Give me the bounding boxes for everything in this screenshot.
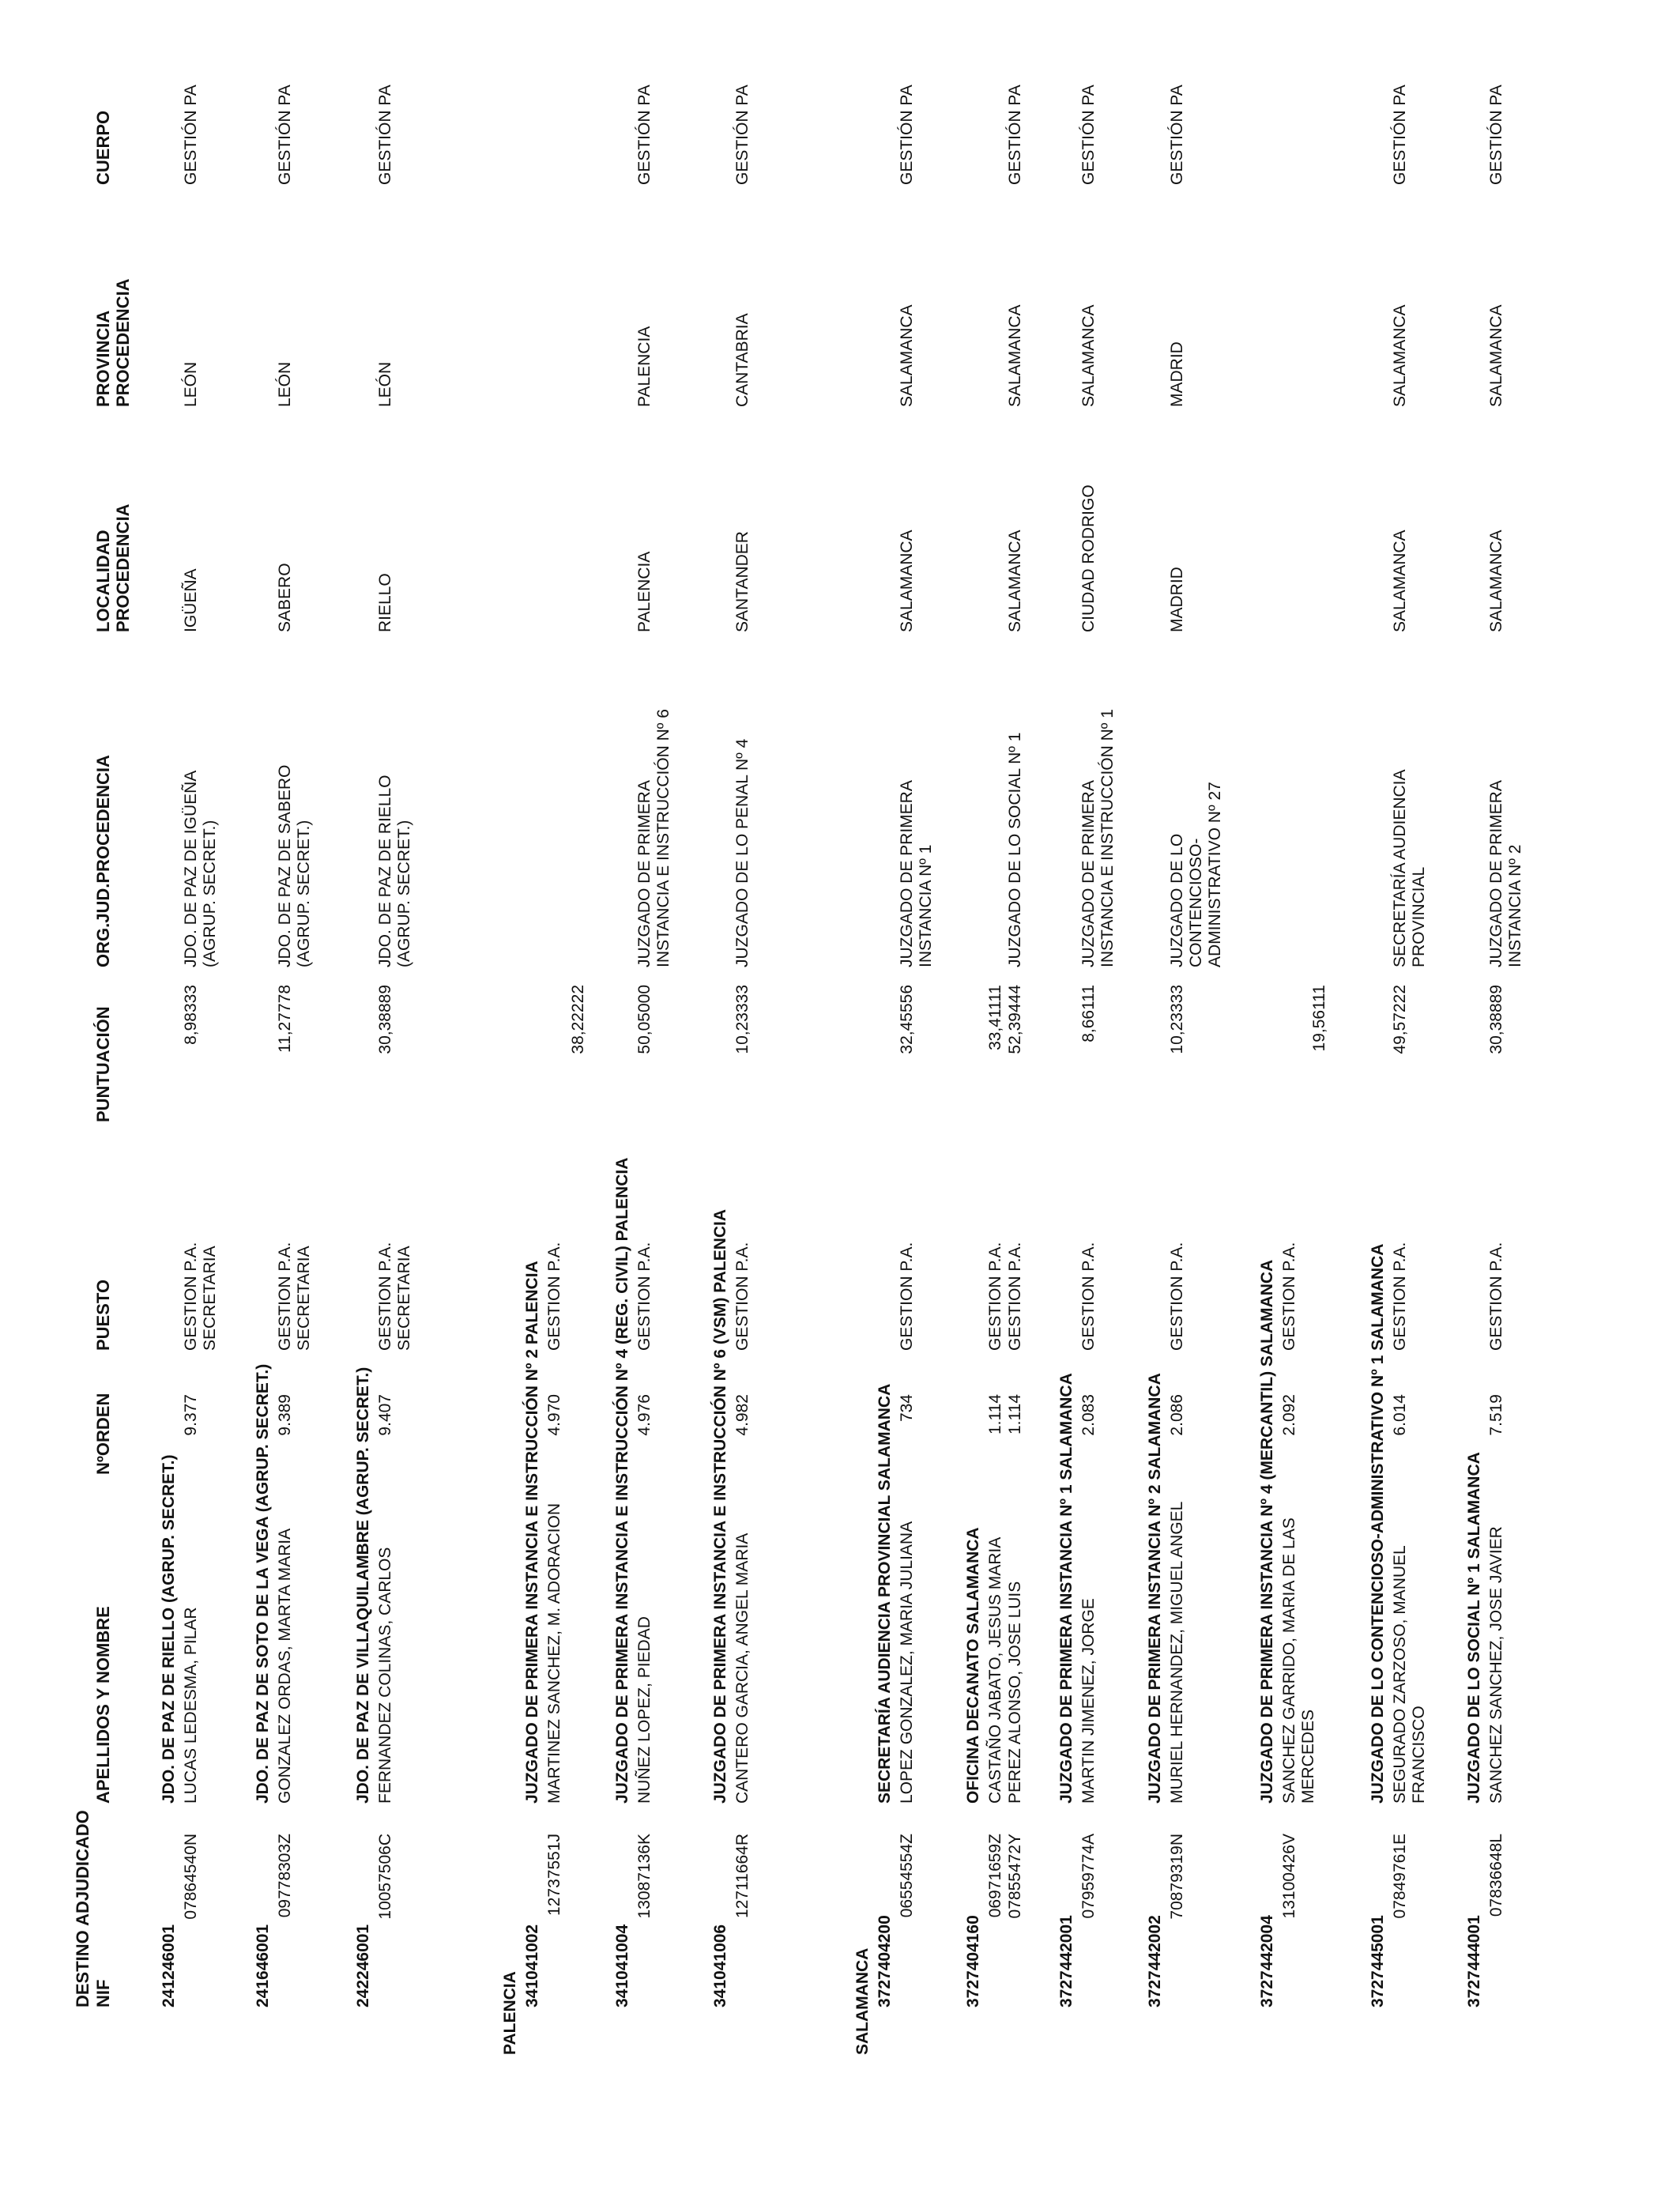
row-puesto: GESTION P.A.	[898, 1242, 916, 1351]
row-puntuacion: 30,38889	[376, 985, 394, 1054]
row-puntuacion: 32,45556	[898, 985, 916, 1054]
row-puntuacion: 11,27778	[276, 985, 294, 1054]
group-title: JDO. DE PAZ DE SOTO DE LA VEGA (AGRUP. SECRET.)	[254, 1363, 272, 1804]
province-heading-salamanca: SALAMANCA	[853, 1947, 872, 2055]
row-puesto: GESTION P.A.	[635, 1242, 654, 1351]
row-cuerpo: GESTIÓN PA	[376, 85, 394, 185]
row-organo-2: INSTANCIA E INSTRUCCIÓN Nº 1	[1098, 709, 1117, 967]
col-header-localidad-2: PROCEDENCIA	[113, 503, 133, 632]
group-title: JUZGADO DE PRIMERA INSTANCIA E INSTRUCCIÓN Nº 2 PALENCIA	[523, 1261, 541, 1804]
row-localidad: MADRID	[1168, 567, 1186, 632]
group-title: JUZGADO DE PRIMERA INSTANCIA E INSTRUCCIÓN Nº 4 (REG. CIVIL) PALENCIA	[613, 1157, 631, 1804]
row-provincia: SALAMANCA	[1006, 304, 1024, 407]
row-nif: 07864540N	[182, 1834, 200, 1920]
col-header-norden: NºORDEN	[93, 1393, 113, 1475]
group-code: 3727442001	[1057, 1915, 1075, 2007]
row-localidad: SALAMANCA	[898, 530, 916, 632]
row-norden: 9.389	[276, 1394, 294, 1436]
row-puesto: GESTION P.A.	[545, 1242, 563, 1351]
row-puesto: GESTION P.A.	[376, 1242, 394, 1351]
row-puesto: GESTION P.A.	[733, 1242, 751, 1351]
col-header-apellidos: APELLIDOS Y NOMBRE	[93, 1606, 113, 1804]
row-puntuacion: 49,57222	[1391, 985, 1409, 1054]
row-localidad: RIELLO	[376, 573, 394, 632]
col-header-puntuacion: PUNTUACIÓN	[93, 1006, 113, 1122]
row-organo-2: INSTANCIA E INSTRUCCIÓN Nº 6	[654, 709, 672, 967]
row-nif: 07855472Y	[1006, 1834, 1024, 1919]
row-provincia: LEÓN	[376, 361, 394, 407]
col-header-localidad-1: LOCALIDAD	[93, 530, 113, 632]
row-nif: 07836648L	[1487, 1834, 1505, 1917]
row-name: MARTIN JIMENEZ, JORGE	[1079, 1598, 1098, 1804]
row-organo: JUZGADO DE PRIMERA	[1079, 780, 1098, 967]
row-name-2: FRANCISCO	[1410, 1706, 1428, 1804]
row-name: PEREZ ALONSO, JOSE LUIS	[1006, 1581, 1024, 1804]
row-provincia: SALAMANCA	[898, 304, 916, 407]
col-header-organo: ORG.JUD.PROCEDENCIA	[93, 755, 113, 967]
group-title: JUZGADO DE PRIMERA INSTANCIA Nº 2 SALAMANCA	[1146, 1373, 1164, 1804]
col-header-nif: NIF	[93, 1979, 113, 2007]
row-provincia: CANTABRIA	[733, 313, 751, 407]
row-puntuacion: 30,38889	[1487, 985, 1505, 1054]
row-cuerpo: GESTIÓN PA	[1168, 85, 1186, 185]
row-organo: JDO. DE PAZ DE RIELLO	[376, 775, 394, 967]
group-title: JUZGADO DE PRIMERA INSTANCIA Nº 4 (MERCANTIL) SALAMANCA	[1258, 1259, 1276, 1804]
row-norden: 6.014	[1391, 1394, 1409, 1436]
row-nif: 13087136K	[635, 1834, 654, 1919]
row-norden: 9.407	[376, 1394, 394, 1436]
row-nif: 70879319N	[1168, 1834, 1186, 1920]
row-norden: 1.114	[1006, 1394, 1024, 1434]
row-norden: 7.519	[1487, 1394, 1505, 1436]
province-heading-palencia: PALENCIA	[501, 1971, 519, 2055]
row-cuerpo: GESTIÓN PA	[1006, 85, 1024, 185]
row-nif: 12737551J	[545, 1834, 563, 1916]
row-nif: 07959774A	[1079, 1834, 1098, 1919]
row-organo: JDO. DE PAZ DE SABERO	[276, 764, 294, 967]
row-cuerpo: GESTIÓN PA	[733, 85, 751, 185]
row-nif: 09778303Z	[276, 1834, 294, 1918]
row-puntuacion: 8,66111	[1079, 985, 1098, 1042]
row-puesto-2: SECRETARIA	[201, 1246, 219, 1351]
row-puesto-2: SECRETARIA	[395, 1246, 413, 1351]
row-nif: 12711664R	[733, 1834, 751, 1919]
row-name: MURIEL HERNANDEZ, MIGUEL ANGEL	[1168, 1501, 1186, 1804]
group-code: 341041002	[523, 1924, 541, 2007]
group-title: OFICINA DECANATO SALAMANCA	[964, 1527, 982, 1804]
row-cuerpo: GESTIÓN PA	[1391, 85, 1409, 185]
group-title: SECRETARÍA AUDIENCIA PROVINCIAL SALAMANCA	[876, 1383, 894, 1804]
row-localidad: CIUDAD RODRIGO	[1079, 484, 1098, 632]
group-code: 341041004	[613, 1924, 631, 2007]
row-puntuacion: 50,05000	[635, 985, 654, 1054]
group-code: 3727442002	[1146, 1915, 1164, 2007]
row-name: CANTERO GARCIA, ANGEL MARIA	[733, 1532, 751, 1804]
row-norden: 9.377	[182, 1394, 200, 1436]
row-organo-2: INSTANCIA Nº 2	[1506, 844, 1524, 967]
row-cuerpo: GESTIÓN PA	[635, 85, 654, 185]
row-cuerpo: GESTIÓN PA	[1079, 85, 1098, 185]
row-organo: JUZGADO DE PRIMERA	[1487, 780, 1505, 967]
row-localidad: SALAMANCA	[1006, 530, 1024, 632]
row-puntuacion: 10,23333	[1168, 985, 1186, 1054]
row-name: LUCAS LEDESMA, PILAR	[182, 1607, 200, 1804]
group-code: 3727442004	[1258, 1915, 1276, 2007]
row-puesto: GESTION P.A.	[182, 1242, 200, 1351]
row-norden: 2.086	[1168, 1394, 1186, 1436]
group-code: 3727404200	[876, 1915, 894, 2007]
row-puesto: GESTION P.A.	[1079, 1242, 1098, 1351]
group-title: JUZGADO DE LO CONTENCIOSO-ADMINISTRATIVO Nº 1 SALAMANCA	[1369, 1243, 1387, 1804]
group-code: 242246001	[354, 1924, 372, 2007]
row-puntuacion: 19,56111	[1310, 985, 1328, 1052]
group-code: 3727444001	[1465, 1915, 1483, 2007]
row-puesto: GESTION P.A.	[1280, 1242, 1298, 1351]
row-organo-2: PROVINCIAL	[1410, 866, 1428, 967]
row-norden: 2.083	[1079, 1394, 1098, 1436]
row-organo-2: INSTANCIA Nº 1	[917, 844, 935, 967]
row-organo: JUZGADO DE PRIMERA	[635, 780, 654, 967]
row-organo-3: ADMINISTRATIVO Nº 27	[1206, 782, 1224, 967]
row-provincia: SALAMANCA	[1391, 304, 1409, 407]
group-code: 241646001	[254, 1924, 272, 2007]
row-name: SANCHEZ SANCHEZ, JOSE JAVIER	[1487, 1526, 1505, 1804]
row-cuerpo: GESTIÓN PA	[182, 85, 200, 185]
row-provincia: PALENCIA	[635, 326, 654, 407]
group-title: JDO. DE PAZ DE VILLAQUILAMBRE (AGRUP. SECRET.)	[354, 1367, 372, 1804]
row-provincia: MADRID	[1168, 341, 1186, 407]
col-header-puesto: PUESTO	[93, 1279, 113, 1351]
row-norden: 734	[898, 1394, 916, 1423]
row-name: LOPEZ GONZALEZ, MARIA JULIANA	[898, 1521, 916, 1804]
row-cuerpo: GESTIÓN PA	[1487, 85, 1505, 185]
row-name: MARTINEZ SANCHEZ, M. ADORACION	[545, 1503, 563, 1804]
row-puesto: GESTION P.A.	[1006, 1242, 1024, 1351]
row-norden: 2.092	[1280, 1394, 1298, 1436]
row-puesto: GESTION P.A.	[1168, 1242, 1186, 1351]
row-localidad: SANTANDER	[733, 531, 751, 632]
destino-adjudicado-label: DESTINO ADJUDICADO	[73, 1810, 92, 2007]
row-organo: JUZGADO DE LO PENAL Nº 4	[733, 738, 751, 967]
row-norden: 4.982	[733, 1394, 751, 1436]
row-organo-2: CONTENCIOSO-	[1187, 838, 1205, 967]
row-norden: 4.970	[545, 1394, 563, 1436]
row-puesto: GESTION P.A.	[276, 1242, 294, 1351]
group-code: 3727404160	[964, 1915, 982, 2007]
row-organo: JUZGADO DE PRIMERA	[898, 780, 916, 967]
row-localidad: SALAMANCA	[1391, 530, 1409, 632]
row-puesto: GESTION P.A.	[1391, 1242, 1409, 1351]
row-puntuacion: 10,23333	[733, 985, 751, 1054]
group-code: 241246001	[160, 1924, 178, 2007]
col-header-provincia-2: PROCEDENCIA	[113, 278, 133, 407]
row-name-2: MERCEDES	[1299, 1709, 1317, 1804]
row-organo-2: (AGRUP. SECRET.)	[395, 820, 413, 967]
row-organo: JDO. DE PAZ DE IGÜEÑA	[182, 770, 200, 967]
row-provincia: SALAMANCA	[1487, 304, 1505, 407]
row-nif: 06971659Z	[986, 1834, 1004, 1918]
row-localidad: IGÜEÑA	[182, 568, 200, 632]
row-cuerpo: GESTIÓN PA	[898, 85, 916, 185]
row-name: CASTAÑO JABATO, JESUS MARIA	[986, 1536, 1004, 1804]
row-puntuacion: 52,39444	[1006, 985, 1024, 1054]
row-puntuacion: 38,22222	[569, 985, 587, 1054]
row-nif: 10057506C	[376, 1834, 394, 1920]
row-name: SANCHEZ GARRIDO, MARIA DE LAS	[1280, 1517, 1298, 1804]
row-localidad: SABERO	[276, 563, 294, 632]
group-title: JDO. DE PAZ DE RIELLO (AGRUP. SECRET.)	[160, 1454, 178, 1804]
row-organo-2: (AGRUP. SECRET.)	[201, 820, 219, 967]
row-name: NUÑEZ LOPEZ, PIEDAD	[635, 1616, 654, 1804]
row-name: SEGURADO ZARZOSO, MANUEL	[1391, 1545, 1409, 1804]
row-puesto: GESTION P.A.	[986, 1242, 1004, 1351]
row-nif: 06554554Z	[898, 1834, 916, 1918]
row-provincia: LEÓN	[182, 361, 200, 407]
row-organo: JUZGADO DE LO SOCIAL Nº 1	[1006, 732, 1024, 967]
row-nif: 13100426V	[1280, 1834, 1298, 1919]
group-title: JUZGADO DE LO SOCIAL Nº 1 SALAMANCA	[1465, 1452, 1483, 1804]
group-title: JUZGADO DE PRIMERA INSTANCIA E INSTRUCCIÓN Nº 6 (VSM) PALENCIA	[711, 1208, 729, 1804]
row-organo-2: (AGRUP. SECRET.)	[295, 820, 313, 967]
row-localidad: PALENCIA	[635, 551, 654, 632]
row-name: GONZALEZ ORDAS, MARTA MARIA	[276, 1528, 294, 1804]
row-puesto-2: SECRETARIA	[295, 1246, 313, 1351]
row-puntuacion: 8,98333	[182, 985, 200, 1045]
row-organo: JUZGADO DE LO	[1168, 833, 1186, 967]
row-cuerpo: GESTIÓN PA	[276, 85, 294, 185]
col-header-provincia-1: PROVINCIA	[93, 310, 113, 407]
group-code: 341041006	[711, 1924, 729, 2007]
group-code: 3727445001	[1369, 1915, 1387, 2007]
col-header-cuerpo: CUERPO	[93, 110, 113, 185]
row-name: FERNANDEZ COLINAS, CARLOS	[376, 1547, 394, 1804]
row-puesto: GESTION P.A.	[1487, 1242, 1505, 1351]
row-provincia: SALAMANCA	[1079, 304, 1098, 407]
row-norden: 1.114	[986, 1394, 1004, 1434]
row-organo: SECRETARÍA AUDIENCIA	[1391, 769, 1409, 967]
row-puntuacion: 33,41111	[986, 985, 1004, 1050]
row-norden: 4.976	[635, 1394, 654, 1436]
row-provincia: LEÓN	[276, 361, 294, 407]
row-nif: 07849761E	[1391, 1834, 1409, 1919]
row-localidad: SALAMANCA	[1487, 530, 1505, 632]
group-title: JUZGADO DE PRIMERA INSTANCIA Nº 1 SALAMANCA	[1057, 1373, 1075, 1804]
